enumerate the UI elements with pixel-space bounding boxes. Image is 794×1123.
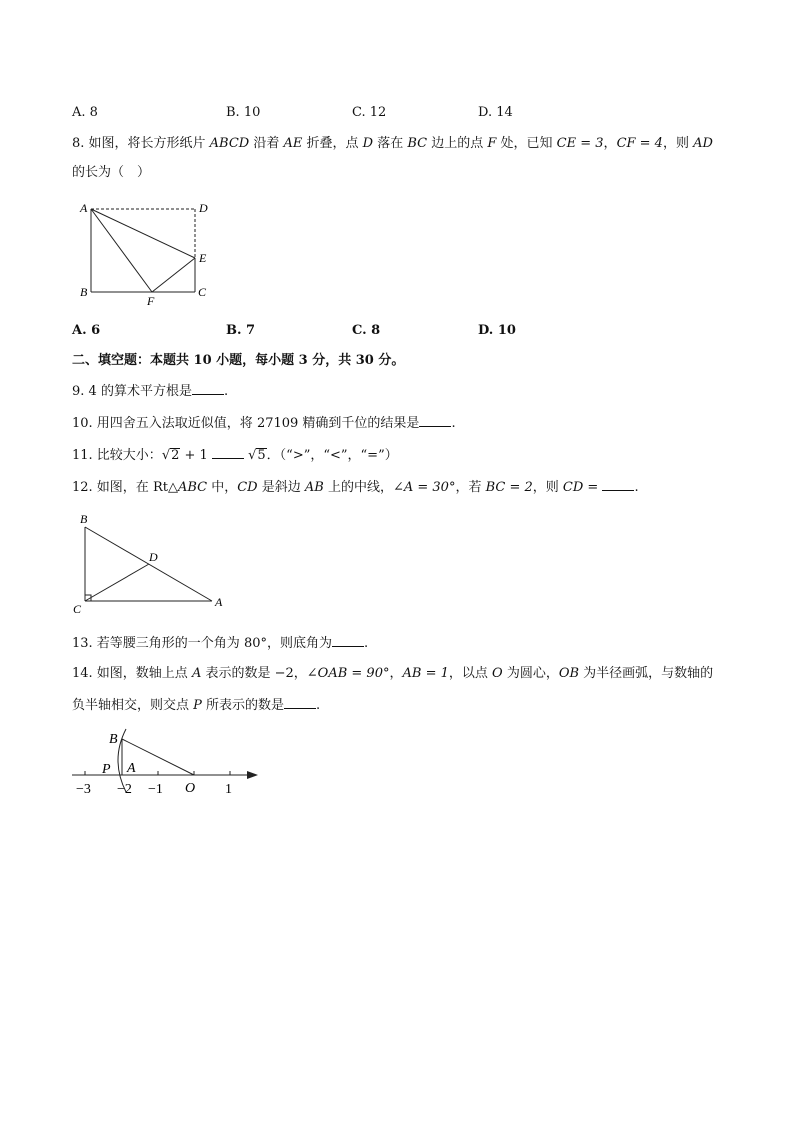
q14-text: 表示的数是 −2， bbox=[201, 666, 307, 681]
q7-option-c: C. 12 bbox=[352, 105, 387, 120]
q14-text: 负半轴相交，则交点 bbox=[72, 698, 194, 713]
q10 bbox=[72, 414, 456, 433]
q14-label-p: P bbox=[102, 762, 111, 777]
q8-edge-fe bbox=[152, 258, 195, 292]
q8-option-c: C. 8 bbox=[352, 323, 381, 338]
q8-label-d: D bbox=[199, 201, 208, 215]
q8-text: 折叠，点 bbox=[302, 136, 363, 151]
q13-answer-blank bbox=[332, 634, 364, 647]
q12-label-d: D bbox=[149, 550, 158, 564]
q8-text: ，则 bbox=[662, 136, 694, 151]
q11-answer-blank bbox=[212, 446, 244, 459]
q12-text: ，若 bbox=[455, 480, 486, 495]
q11 bbox=[72, 446, 398, 465]
q8-var: F bbox=[487, 136, 497, 151]
q8-label-a: A bbox=[80, 201, 88, 215]
q12 bbox=[72, 478, 639, 497]
q8-label-e: E bbox=[199, 251, 207, 265]
q14-text: ，以点 bbox=[448, 666, 493, 681]
q8-option-a: A. 6 bbox=[72, 323, 101, 338]
q8-fold-ae bbox=[91, 209, 195, 258]
radicand-2: 2 bbox=[171, 448, 180, 463]
q12-text: 上的中线， bbox=[323, 480, 393, 495]
q12-median-cd bbox=[85, 564, 149, 601]
q8-given-cf: CF = 4 bbox=[616, 136, 663, 151]
q8-text: 边上的点 bbox=[427, 136, 488, 151]
q14-text: 为半径画弧，与数轴的 bbox=[579, 666, 714, 681]
q14-text: 所表示的数是 bbox=[201, 698, 285, 713]
q8-label-c: C bbox=[198, 285, 207, 299]
q8-text: 沿着 bbox=[249, 136, 284, 151]
q12-var: CD bbox=[237, 480, 258, 495]
q12-label-a: A bbox=[215, 595, 223, 609]
q8-given-ce: CE = 3 bbox=[556, 136, 604, 151]
sqrt-5: √5 bbox=[248, 448, 266, 463]
q8-stem-line2: 的长为（ ） bbox=[72, 165, 151, 180]
q14-var: O bbox=[492, 666, 503, 681]
q14-answer-blank bbox=[284, 696, 316, 709]
q8-var: AE bbox=[283, 136, 303, 151]
q14-text: . bbox=[316, 698, 321, 713]
q8-text: 处，已知 bbox=[496, 136, 557, 151]
q11-text: ．（“>”，“<”，“=”） bbox=[266, 448, 398, 463]
q9-text: 9. 4 的算术平方根是 bbox=[72, 384, 192, 399]
q12-angle: ∠A = 30° bbox=[392, 480, 456, 495]
q14-given-ab: AB = 1 bbox=[402, 666, 449, 681]
q13-text: 13. 若等腰三角形的一个角为 80°，则底角为 bbox=[72, 636, 332, 651]
q8-option-d: D. 10 bbox=[478, 323, 516, 338]
q14-var: P bbox=[193, 698, 202, 713]
q12-cd: CD = bbox=[562, 480, 599, 495]
q9-text: . bbox=[223, 384, 229, 399]
q12-label-c: C bbox=[73, 602, 82, 616]
q8-edge-af bbox=[91, 209, 152, 292]
q14-var: OB bbox=[558, 666, 580, 681]
q11-text: 11. 比较大小： bbox=[72, 448, 162, 463]
q7-option-d: D. 14 bbox=[478, 105, 513, 120]
q14-text: 14. 如图，数轴上点 bbox=[72, 666, 192, 681]
q9-answer-blank bbox=[192, 382, 224, 395]
q14-tick-label--3: −3 bbox=[76, 782, 91, 797]
q12-var: AB bbox=[304, 480, 324, 495]
q14-text: ， bbox=[389, 666, 403, 681]
q12-text: ，则 bbox=[532, 480, 563, 495]
q14-label-o: O bbox=[185, 781, 196, 796]
q12-var: ABC bbox=[177, 480, 208, 495]
q8-text: ， bbox=[603, 136, 617, 151]
q7-option-b: B. 10 bbox=[226, 105, 261, 120]
section-2-title: 二、填空题：本题共 10 小题，每小题 3 分，共 30 分。 bbox=[72, 353, 405, 368]
q14-line1 bbox=[72, 665, 713, 683]
q12-text: 12. 如图，在 Rt△ bbox=[72, 480, 178, 495]
q12-label-b: B bbox=[80, 512, 88, 526]
q8-label-f: F bbox=[147, 294, 155, 308]
q8-text: 落在 bbox=[373, 136, 408, 151]
q14-tick-label--2: −2 bbox=[117, 782, 132, 797]
q9 bbox=[72, 382, 228, 401]
q8-var: ABCD bbox=[209, 136, 250, 151]
q14-tick-label--1: −1 bbox=[148, 782, 163, 797]
q12-answer-blank bbox=[602, 478, 634, 491]
q12-text: 中， bbox=[207, 480, 238, 495]
q14-var: A bbox=[191, 666, 202, 681]
q8-var: D bbox=[362, 136, 374, 151]
q11-text: + 1 bbox=[180, 448, 212, 463]
q14-text: 为圆心， bbox=[502, 666, 559, 681]
q8-figure bbox=[70, 198, 220, 308]
q10-text: . bbox=[451, 416, 456, 431]
q13-text: . bbox=[363, 636, 369, 651]
q8-label-b: B bbox=[80, 285, 88, 299]
q8-var: BC bbox=[407, 136, 428, 151]
q13 bbox=[72, 634, 368, 653]
q14-axis-arrow bbox=[247, 771, 258, 779]
q14-label-a: A bbox=[127, 761, 136, 776]
q14-number-line-figure bbox=[66, 726, 266, 798]
q12-text: 是斜边 bbox=[257, 480, 305, 495]
q12-figure bbox=[70, 508, 230, 618]
q14-tick-label-1: 1 bbox=[225, 782, 232, 797]
q12-given-bc: BC = 2 bbox=[485, 480, 533, 495]
q14-angle: ∠OAB = 90° bbox=[306, 666, 390, 681]
radicand-5: 5 bbox=[257, 448, 266, 463]
q8-var: AD bbox=[693, 136, 713, 151]
q8-text: 8. 如图，将长方形纸片 bbox=[72, 136, 210, 151]
q12-text: . bbox=[634, 480, 639, 495]
q8-option-b: B. 7 bbox=[226, 323, 256, 338]
q14-label-b: B bbox=[109, 732, 118, 747]
q10-text: 10. 用四舍五入法取近似值，将 27109 精确到千位的结果是 bbox=[72, 416, 420, 431]
sqrt-2: √2 bbox=[161, 448, 180, 463]
q14-line2 bbox=[72, 696, 320, 715]
q10-answer-blank bbox=[419, 414, 451, 427]
q8-stem-line1 bbox=[72, 135, 713, 153]
q7-option-a: A. 8 bbox=[72, 105, 98, 120]
